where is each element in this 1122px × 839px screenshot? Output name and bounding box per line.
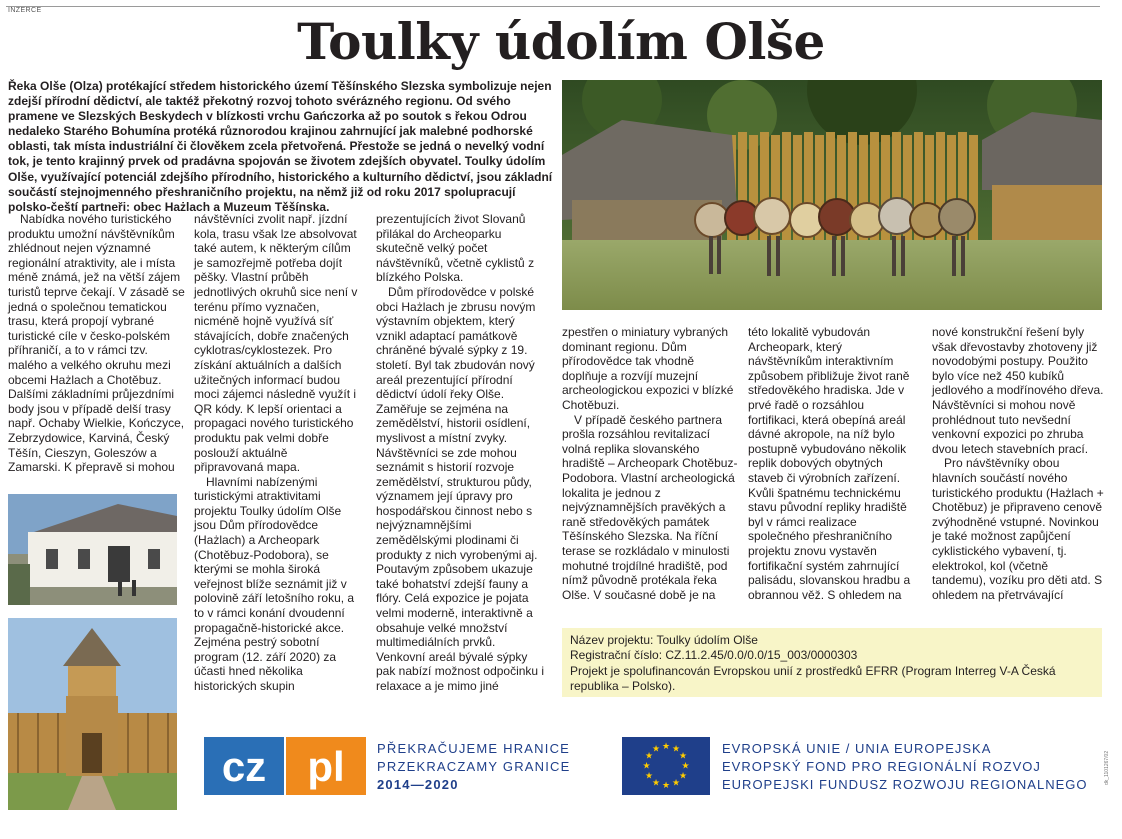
body-column-1 bbox=[8, 212, 186, 475]
eu-line-1: EVROPSKÁ UNIE / UNIA EUROPEJSKA bbox=[722, 741, 992, 756]
body-paragraph: prezentujících život Slovanů přilákal do Archeoparku skutečně velký počet návštěvníků, včetně cyklistů z blízkého Polska. bbox=[376, 212, 535, 285]
svg-text:★: ★ bbox=[644, 751, 654, 762]
eu-line-2: EVROPSKÝ FOND PRO REGIONÁLNÍ ROZVOJ bbox=[722, 759, 1041, 774]
project-name: Název projektu: Toulky údolím Olše bbox=[570, 633, 758, 647]
body-column-5 bbox=[748, 325, 918, 602]
body-paragraph: této lokalitě vybudován Archeopark, který návštěvníkům interaktivním způsobem přibližuje život raně středověkého hradiska. Jde v prvé řadě o rozsáhlou fortifikaci, která obepíná areál dávné akropole, na níž bylo postupně vybudováno několik replik dobových obytných staveb či výrobních zařízení. Kvůli špatnému technickému stavu původní repliky hradiště byl v rámci realizace společného přeshraničního projektu znovu vystavěn fortifikační systém zahrnující palisádu, slovanskou hradbu a obrannou věž. S ohledem na bbox=[748, 325, 911, 602]
czpl-mark-pl: pl bbox=[307, 743, 345, 790]
body-column-3 bbox=[376, 212, 546, 694]
svg-text:★: ★ bbox=[661, 742, 671, 752]
czpl-slogan-cz: PŘEKRAČUJEME HRANICE bbox=[377, 741, 571, 756]
svg-text:★: ★ bbox=[651, 744, 661, 755]
svg-text:★: ★ bbox=[671, 778, 681, 789]
wooden-tower-photo bbox=[8, 618, 177, 810]
advert-tag: INZERCE bbox=[8, 7, 42, 14]
svg-text:★: ★ bbox=[644, 771, 654, 782]
archeopark-warriors-photo bbox=[562, 80, 1102, 310]
svg-text:★: ★ bbox=[681, 761, 690, 772]
archeopark-warriors-illustration bbox=[562, 80, 1102, 310]
registration-number: Registrační číslo: CZ.11.2.45/0.0/0.0/15_003/0000303 bbox=[570, 648, 858, 663]
granary-building-photo bbox=[8, 494, 177, 605]
wooden-tower-illustration bbox=[8, 618, 177, 810]
czpl-interreg-logo bbox=[204, 737, 366, 795]
eu-fund-text bbox=[722, 740, 1087, 794]
body-paragraph: zpestřen o miniatury vybraných dominant regionu. Dům přírodovědce tak vhodně doplňuje a rozvíjí muzejní archeologickou expozici v blízké Chotěbuzi. bbox=[562, 325, 734, 412]
body-column-4 bbox=[562, 325, 738, 602]
svg-text:★: ★ bbox=[661, 781, 671, 791]
print-code: dk_1101267/02 bbox=[1104, 750, 1110, 785]
eu-line-3: EUROPEJSKI FUNDUSZ ROZWOJU REGIONALNEGO bbox=[722, 777, 1088, 792]
svg-text:★: ★ bbox=[671, 744, 681, 755]
svg-text:★: ★ bbox=[678, 751, 688, 762]
svg-text:★: ★ bbox=[651, 778, 661, 789]
body-paragraph: návštěvníci zvolit např. jízdní kola, trasu však lze absolvovat také autem, k některým cílům je samozřejmě potřeba dojít pěšky. Vlastní průběh jednotlivých okruhů sice není v terénu přímo vyznačen, nicméně hojně využívá síť stávajících, dobře značených cyklotras/cyklostezek. Pro získání aktuálních a dalších užitečných informací budou moci zájemci následně využít i QR kódy. K lepší orientaci a propagaci nového turistického produktu pak velmi dobře poslouží aktuálně připravovaná mapa. bbox=[194, 212, 358, 475]
body-paragraph: Hlavními nabízenými turistickými atraktivitami projektu Toulky údolím Olše jsou Dům přírodovědce (Hażlach) a Archeopark (Chotěbuz-Podobora), se kterými se mohla široká veřejnost blíže seznámit již v polovině září letošního roku, a to v rámci konání dvoudenní propagačně-historické akce. Zejména pestrý sobotní program (12. září 2020) za účasti hned několika historických skupin bbox=[194, 474, 355, 693]
body-paragraph: V případě českého partnera prošla rozsáhlou revitalizací volná replika slovanského hradiště – Archeopark Chotěbuz-Podobora. Vlastní archeologická lokalita je jednou z nejvýznamnějších pravěkých a raně středověkých památek Těšínského Slezska. Na říční terase se rozkládalo v minulosti mohutné trojdílné hradiště, pod nímž původně protékala řeka Olše. V současné době je na bbox=[562, 412, 738, 602]
czpl-mark-cz: cz bbox=[221, 743, 267, 790]
body-column-6 bbox=[932, 325, 1104, 602]
body-column-2 bbox=[194, 212, 360, 694]
svg-text:★: ★ bbox=[642, 761, 651, 772]
body-paragraph: nové konstrukční řešení byly však dřevostavby zhotoveny již novodobými postupy. Použito bylo více než 450 kubíků jedlového a modřínového dřeva. Návštěvníci si mohou nově prohlédnout tuto nevšední venkovní expozici po zhruba dvou letech stavebních prací. bbox=[932, 325, 1104, 456]
czpl-years: 2014—2020 bbox=[377, 777, 459, 792]
czpl-slogan-pl: PRZEKRACZAMY GRANICE bbox=[377, 759, 571, 774]
granary-building-illustration bbox=[8, 494, 177, 605]
body-paragraph: Nabídka nového turistického produktu umožní návštěvníkům zhlédnout nejen významné regionální atraktivity, ale i místa méně známá, jež na větší zájem turistů teprve čekají. V zásadě se jedná o společnou tematickou trasu, která propojí vybrané turistické cíle v česko-polském příhraničí, a to v rámci tzv. malého a velkého okruhu mezi obcemi Hażlach a Chotěbuz. Dalšími základními průjezdními body jsou v případě delší trasy např. Ochaby Wielkie, Kończyce, Zebrzydowice, Karviná, Český Těšín, Cieszyn, Goleszów a Zamarski. K přepravě si mohou bbox=[8, 212, 185, 475]
body-paragraph: Dům přírodovědce v polské obci Hażlach je zbrusu novým výstavním objektem, který vznikl adaptací památkově chráněné bývalé sýpky z 19. století. Byl tak zbudován nový areál prezentující přírodní dědictví údolí řeky Olše. Zaměřuje se zejména na zemědělství, historii osídlení, myslivost a místní zvyky. Návštěvníci se zde mohou seznámit s historií rozvoje zemědělství, strukturou půdy, významem její úpravy pro hospodářskou činnost nebo s nejvýznamnějšími zemědělskými plodinami či produkty z nich vyrobenými aj. Poutavým způsobem ukazuje také bohatství zdejší fauny a flóry. Celá expozice je pojata velmi moderně, interaktivně a obsahuje velké množství multimediálních prvků. Venkovní areál bývalé sýpky pak nabízí možnost odpočinku i relaxace a je mimo jiné bbox=[376, 284, 545, 693]
funding-note: Projekt je spolufinancován Evropskou unií z prostředků EFRR (Program Interreg V-A Česká republika – Polsko). bbox=[570, 663, 1056, 694]
eu-flag-icon bbox=[622, 737, 710, 795]
article-lead: Řeka Olše (Olza) protékající středem historického území Těšínského Slezska symbolizuje nejen zdejší přírodní dědictví, ale taktéž překotný rozvoj tohoto svérázného regionu. Od svého pramene ve Slezských Beskydech v blízkosti vrchu Gańczorka až po soutok s řekou Odrou nedaleko Starého Bohumína protéká různorodou krajinou zahrnující jak malebné podhorské oblasti, tak místa industriální či člověkem zcela přetvořená. Přestože se jedná o nevelký vodní tok, je tento krajinný prvek od pradávna spojován se životem zdejších obyvatel. Toulky údolím Olše, využívající potenciál zdejšího přírodního, historického a kulturního dědictví, jsou základní součástí stejnojmenného přeshraničního projektu, na němž již od roku 2017 spolupracují polsko-čeští partneři: obec Hażlach a Muzeum Těšínska. bbox=[8, 79, 553, 214]
svg-text:★: ★ bbox=[678, 771, 688, 782]
project-info-box bbox=[562, 628, 1102, 697]
article-title: Toulky údolím Olše bbox=[297, 12, 825, 71]
czpl-slogan bbox=[377, 740, 571, 794]
top-rule bbox=[6, 6, 1100, 7]
body-paragraph: Pro návštěvníky obou hlavních součástí nového turistického produktu (Hażlach + Chotěbuz) je připraveno cenově zvýhodněné vstupné. Novinkou je také možnost zapůjčení cyklistického vybavení, tj. elektrokol, kol (včetně tandemu), vozíku pro děti atd. S ohledem na přetrvávající bbox=[932, 456, 1104, 602]
